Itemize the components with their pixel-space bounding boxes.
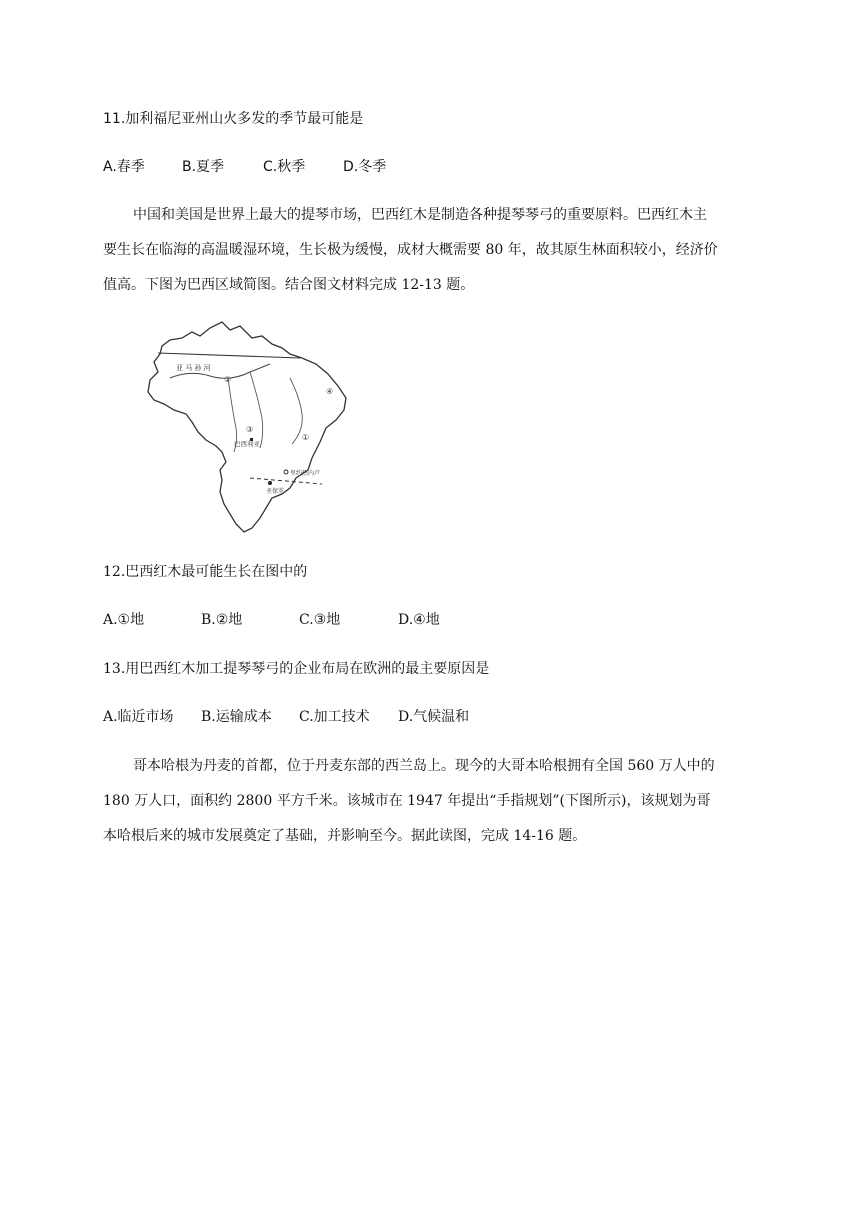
passage2-line-3: 本哈根后来的城市发展奠定了基础，并影响至今。据此读图，完成 14-16 题。	[103, 828, 587, 844]
q11-option-c: C.秋季	[263, 159, 306, 175]
passage2-line-2: 180 万人口，面积约 2800 平方千米。该城市在 1947 年提出“手指规划”(下图所示)，该规划为哥	[103, 793, 711, 809]
q12-option-b: B.②地	[201, 612, 243, 628]
q11-option-d: D.冬季	[343, 159, 387, 175]
passage1-line-3: 值高。下图为巴西区域简图。结合图文材料完成 12-13 题。	[103, 277, 475, 293]
marker-3-label: ③	[246, 425, 254, 434]
rio-label: 里约热内卢	[290, 470, 321, 477]
saopaulo-marker	[268, 481, 272, 485]
q12-option-d: D.④地	[398, 612, 440, 628]
q11-option-a: A.春季	[103, 159, 145, 175]
q13-option-c: C.加工技术	[299, 709, 370, 725]
marker-4-label: ④	[326, 387, 334, 396]
passage1-line-2: 要生长在临海的高温暖湿环境，生长极为缓慢，成材大概需要 80 年，故其原生林面积较小，经济价	[103, 242, 718, 258]
capital-label: 巴西利亚	[234, 440, 260, 448]
passage2-line-1: 哥本哈根为丹麦的首都，位于丹麦东部的西兰岛上。现今的大哥本哈根拥有全国 560 万人中的	[133, 758, 715, 774]
brazil-map-svg	[140, 318, 350, 533]
marker-1-label: ①	[302, 433, 310, 442]
marker-2-label: ②	[224, 375, 232, 384]
q13-option-b: B.运输成本	[201, 709, 272, 725]
saopaulo-label: 圣保罗	[266, 488, 285, 495]
q12-option-c: C.③地	[299, 612, 341, 628]
amazon-river-label: 亚 马 孙 河	[176, 364, 211, 372]
q12-stem: 12.巴西红木最可能生长在图中的	[103, 564, 308, 580]
q11-stem: 11.加利福尼亚州山火多发的季节最可能是	[103, 111, 364, 127]
brazil-map	[140, 318, 350, 533]
q13-option-a: A.临近市场	[103, 709, 174, 725]
q11-option-b: B.夏季	[182, 159, 225, 175]
q13-option-d: D.气候温和	[398, 709, 470, 725]
passage1-line-1: 中国和美国是世界上最大的提琴市场，巴西红木是制造各种提琴琴弓的重要原料。巴西红木主	[133, 207, 707, 223]
q13-stem: 13.用巴西红木加工提琴琴弓的企业布局在欧洲的最主要原因是	[103, 661, 490, 677]
q12-option-a: A.①地	[103, 612, 145, 628]
